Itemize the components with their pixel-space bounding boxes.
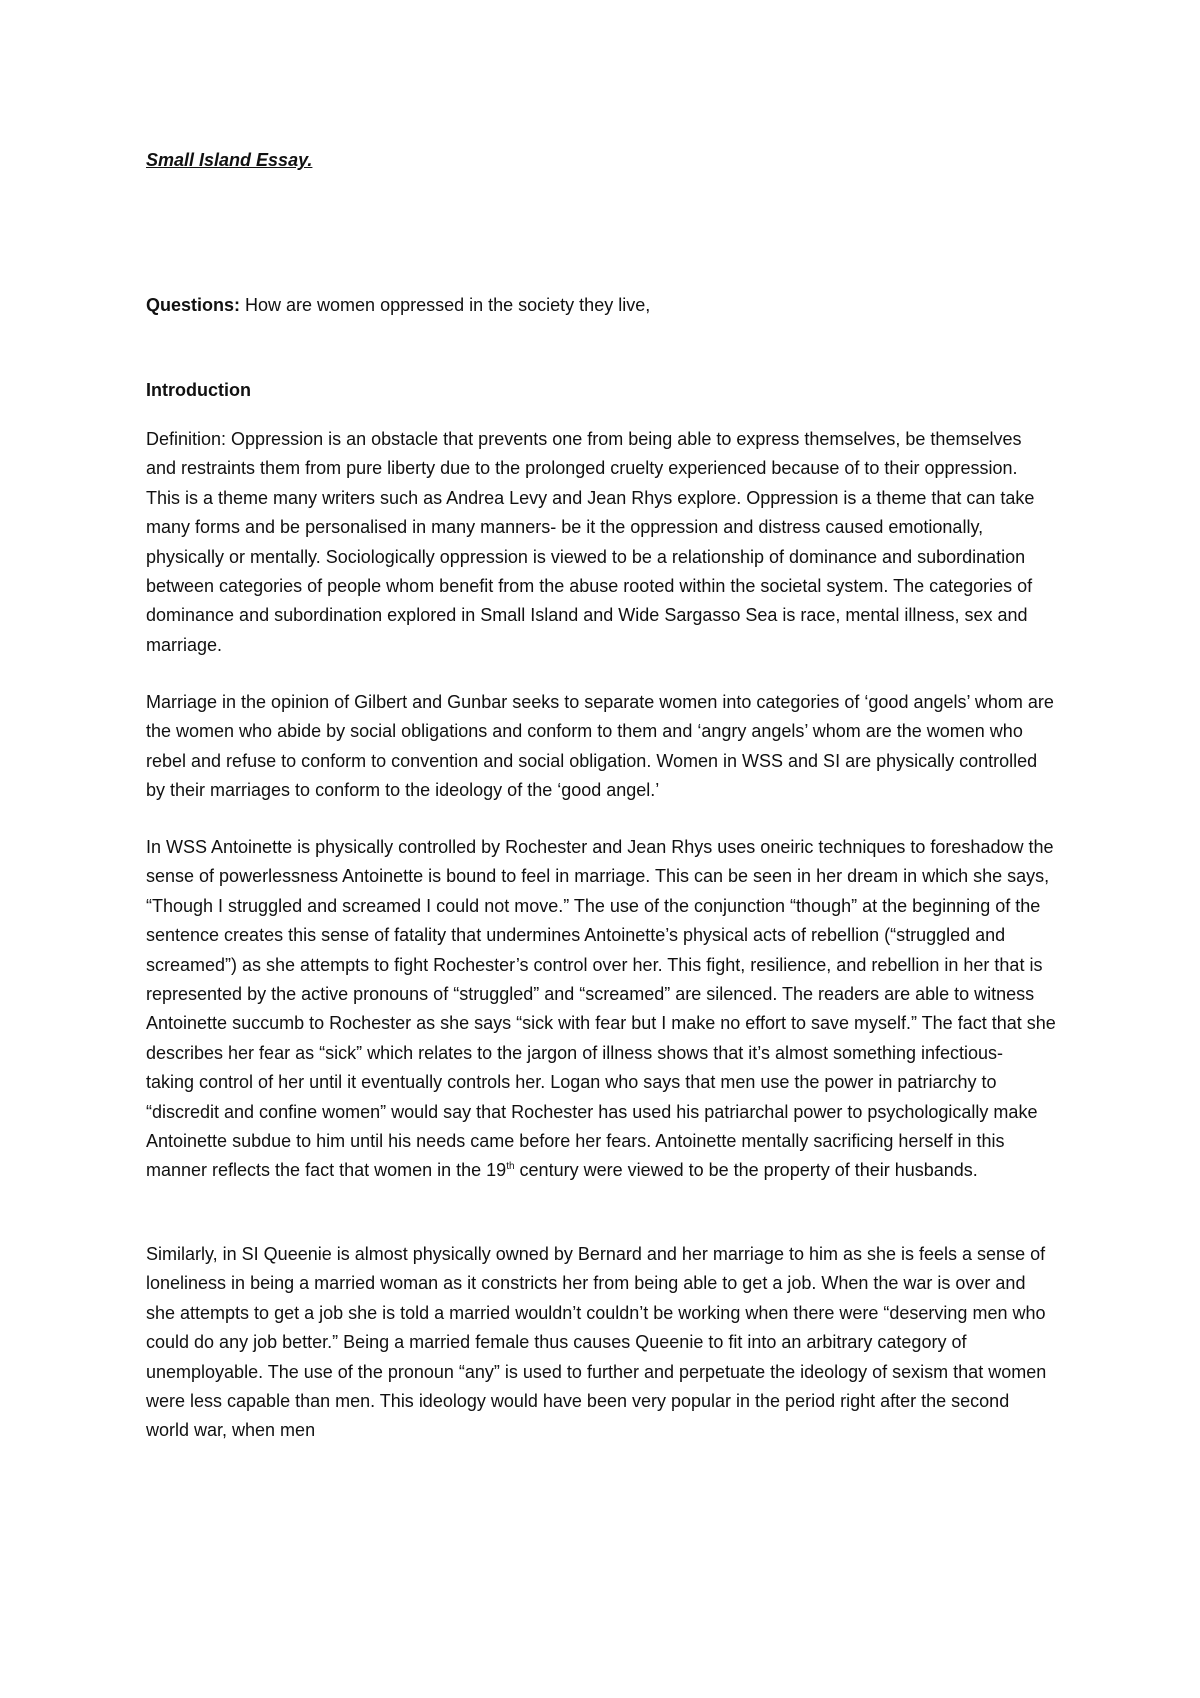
- paragraph-body: In WSS Antoinette is physically controlled by Rochester and Jean Rhys uses oneiric techniques to foreshadow the sense of powerlessness Antoinette is bound to feel in marriage. This can be seen in her dream in which she says, “Though I struggled and screamed I could not move.” The use of the conjunction “though” at the beginning of the sentence creates this sense of fatality that undermines Antoinette’s physical acts of rebellion (“struggled and screamed”) as she attempts to fight Rochester’s control over her. This fight, resilience, and rebellion in her that is represented by the active pronouns of “struggled” and “screamed” are silenced. The readers are able to witness Antoinette succumb to Rochester as she says “sick with fear but I make no effort to save myself.” The fact that she describes her fear as “sick” which relates to the jargon of illness shows that it’s almost something infectious- taking control of her until it eventually controls her. Logan who says that men use the power in patriarchy to “discredit and confine women” would say that Rochester has used his patriarchal power to psychologically make Antoinette subdue to him until his needs came before her fears. Antoinette mentally sacrificing herself in this manner reflects the fact that women in the 19: [146, 837, 1056, 1181]
- paragraph-definition: [146, 425, 1056, 660]
- superscript-th: th: [506, 1161, 515, 1173]
- question-label: Questions:: [146, 295, 241, 315]
- essay-question: [146, 292, 650, 318]
- paragraph-text: [146, 833, 1056, 1186]
- paragraph-tail: century were viewed to be the property of their husbands.: [514, 1160, 978, 1181]
- question-text: How are women oppressed in the society they live,: [240, 295, 651, 315]
- paragraph-marriage: [146, 688, 1056, 806]
- paragraph-text: Definition: Oppression is an obstacle that prevents one from being able to express themselves, be themselves and restraints them from pure liberty due to the prolonged cruelty experienced because of to their oppression. This is a theme many writers such as Andrea Levy and Jean Rhys explore. Oppression is a theme that can take many forms and be personalised in many manners- be it the oppression and distress caused emotionally, physically or mentally. Sociologically oppression is viewed to be a relationship of dominance and subordination between categories of people whom benefit from the abuse rooted within the societal system. The categories of dominance and subordination explored in Small Island and Wide Sargasso Sea is race, mental illness, sex and marriage.: [146, 429, 1035, 655]
- paragraph-text: Similarly, in SI Queenie is almost physically owned by Bernard and her marriage to him as she is feels a sense of loneliness in being a married woman as it constricts her from being able to get a job. When the war is over and she attempts to get a job she is told a married wouldn’t couldn’t be working when there were “deserving men who could do any job better.” Being a married female thus causes Queenie to fit into an arbitrary category of unemployable. The use of the pronoun “any” is used to further and perpetuate the ideology of sexism that women were less capable than men. This ideology would have been very popular in the period right after the second world war, when men: [146, 1244, 1047, 1441]
- paragraph-wss: [146, 833, 1056, 1186]
- paragraph-si: [146, 1240, 1056, 1446]
- paragraph-text: Marriage in the opinion of Gilbert and Gunbar seeks to separate women into categories of ‘good angels’ whom are the women who abide by social obligations and conform to them and ‘angry angels’ whom are the women who rebel and refuse to conform to convention and social obligation. Women in WSS and SI are physically controlled by their marriages to conform to the ideology of the ‘good angel.’: [146, 692, 1054, 801]
- introduction-heading: Introduction: [146, 380, 251, 400]
- essay-title: Small Island Essay.: [146, 150, 313, 170]
